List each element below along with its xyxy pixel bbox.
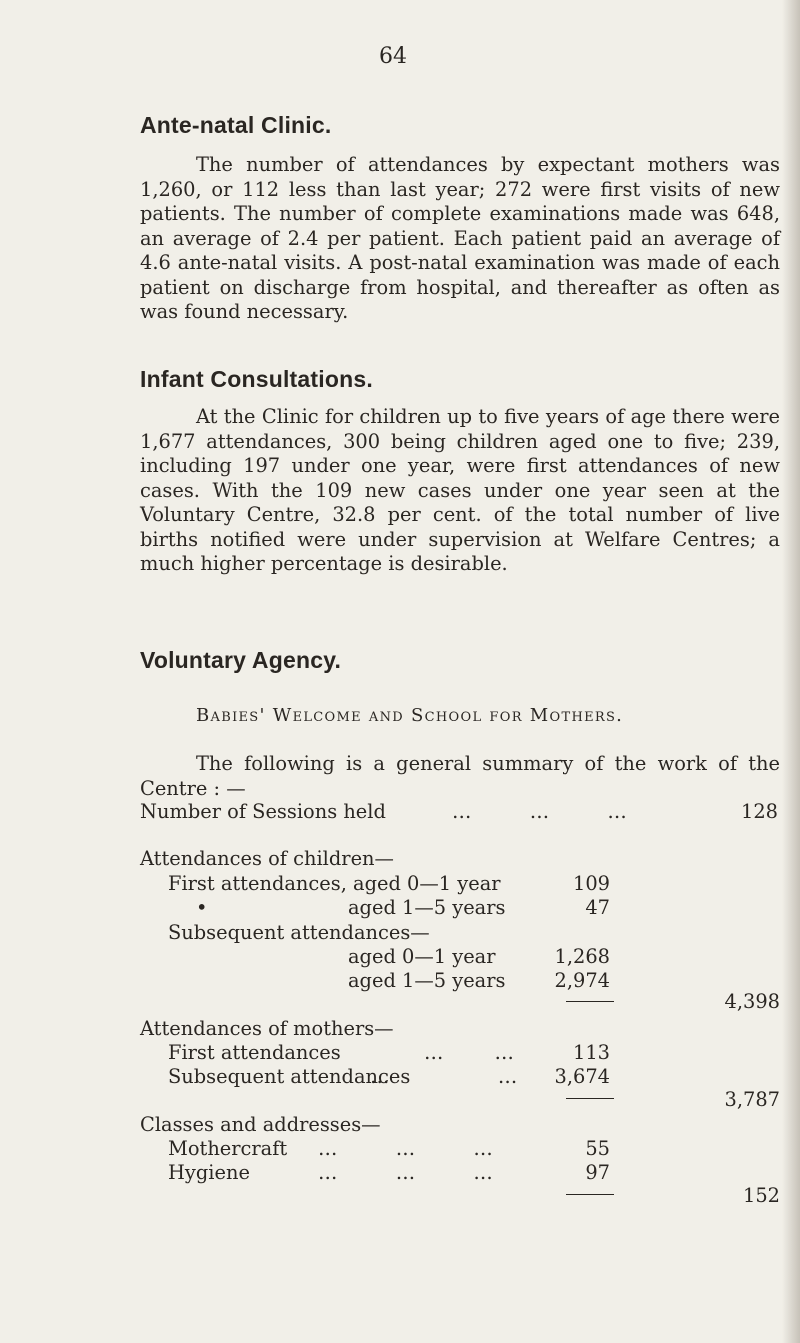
subtotal-rule: [566, 1001, 614, 1002]
paragraph-antenatal: The number of attendances by expectant mothers was 1,260, or 112 less than last year; 272 were first visits of new patients. The number of complete examinations made was 648, an average of 2.4 per patient. Each patient paid an average of 4.6 ante-natal visits. A post-natal examination was made of each patient on discharge from hospital, and thereafter as often as was found necessary.: [140, 153, 780, 323]
heading-antenatal-clinic: Ante-natal Clinic.: [140, 112, 332, 138]
value-hygiene: 97: [585, 1161, 610, 1184]
label-first-attendances-0-1: First attendances, aged 0—1 year: [168, 872, 501, 895]
value-mothers-subsequent: 3,674: [554, 1065, 610, 1088]
value-first-0-1: 109: [572, 872, 610, 895]
leader-dots: … … …: [318, 1161, 494, 1184]
label-sessions: Number of Sessions held: [140, 800, 386, 823]
heading-voluntary-agency: Voluntary Agency.: [140, 647, 342, 673]
value-mothers-total: 3,787: [724, 1088, 780, 1111]
label-hygiene: Hygiene: [168, 1161, 250, 1184]
leader-dots: … … …: [452, 800, 628, 823]
heading-infant-consultations: Infant Consultations.: [140, 366, 373, 392]
label-subsequent-attendances: Subsequent attendances—: [168, 921, 430, 944]
leader-dots: … …: [370, 1065, 519, 1088]
label-attendances-children: Attendances of children—: [140, 847, 394, 870]
subheading-babies-welcome: Babies' Welcome and School for Mothers.: [196, 705, 624, 726]
label-subsequent-1-5: aged 1—5 years: [348, 969, 506, 992]
subtotal-rule: [566, 1098, 614, 1099]
label-mothers-subsequent: Subsequent attendances: [168, 1065, 411, 1088]
value-subsequent-1-5: 2,974: [554, 969, 610, 992]
label-classes-addresses: Classes and addresses—: [140, 1113, 381, 1136]
value-mothers-first: 113: [572, 1041, 610, 1064]
label-mothercraft: Mothercraft: [168, 1137, 288, 1160]
value-subsequent-0-1: 1,268: [554, 945, 610, 968]
value-children-total: 4,398: [724, 990, 780, 1013]
leader-dots: … …: [424, 1041, 515, 1064]
label-mothers-first: First attendances: [168, 1041, 341, 1064]
label-subsequent-0-1: aged 0—1 year: [348, 945, 496, 968]
label-attendances-mothers: Attendances of mothers—: [140, 1017, 394, 1040]
value-mothercraft: 55: [585, 1137, 610, 1160]
label-first-attendances-1-5: aged 1—5 years: [348, 896, 506, 919]
value-sessions: 128: [740, 800, 778, 823]
paragraph-summary-intro: The following is a general summary of the work of the Centre : —: [140, 752, 780, 800]
page-number: 64: [379, 44, 407, 69]
bullet-mark: •: [196, 896, 208, 919]
value-classes-total: 152: [742, 1184, 780, 1207]
paragraph-infant: At the Clinic for children up to five years of age there were 1,677 attendances, 300 being children aged one to five; 239, including 197 under one year, were first attendances of new cases. With the 109 new cases under one year seen at the Voluntary Centre, 32.8 per cent. of the total number of live births notified were under supervision at Welfare Centres; a much higher percentage is desirable.: [140, 405, 780, 575]
subtotal-rule: [566, 1194, 614, 1195]
page-edge-shadow: [782, 0, 800, 1343]
value-first-1-5: 47: [585, 896, 610, 919]
leader-dots: … … …: [318, 1137, 494, 1160]
